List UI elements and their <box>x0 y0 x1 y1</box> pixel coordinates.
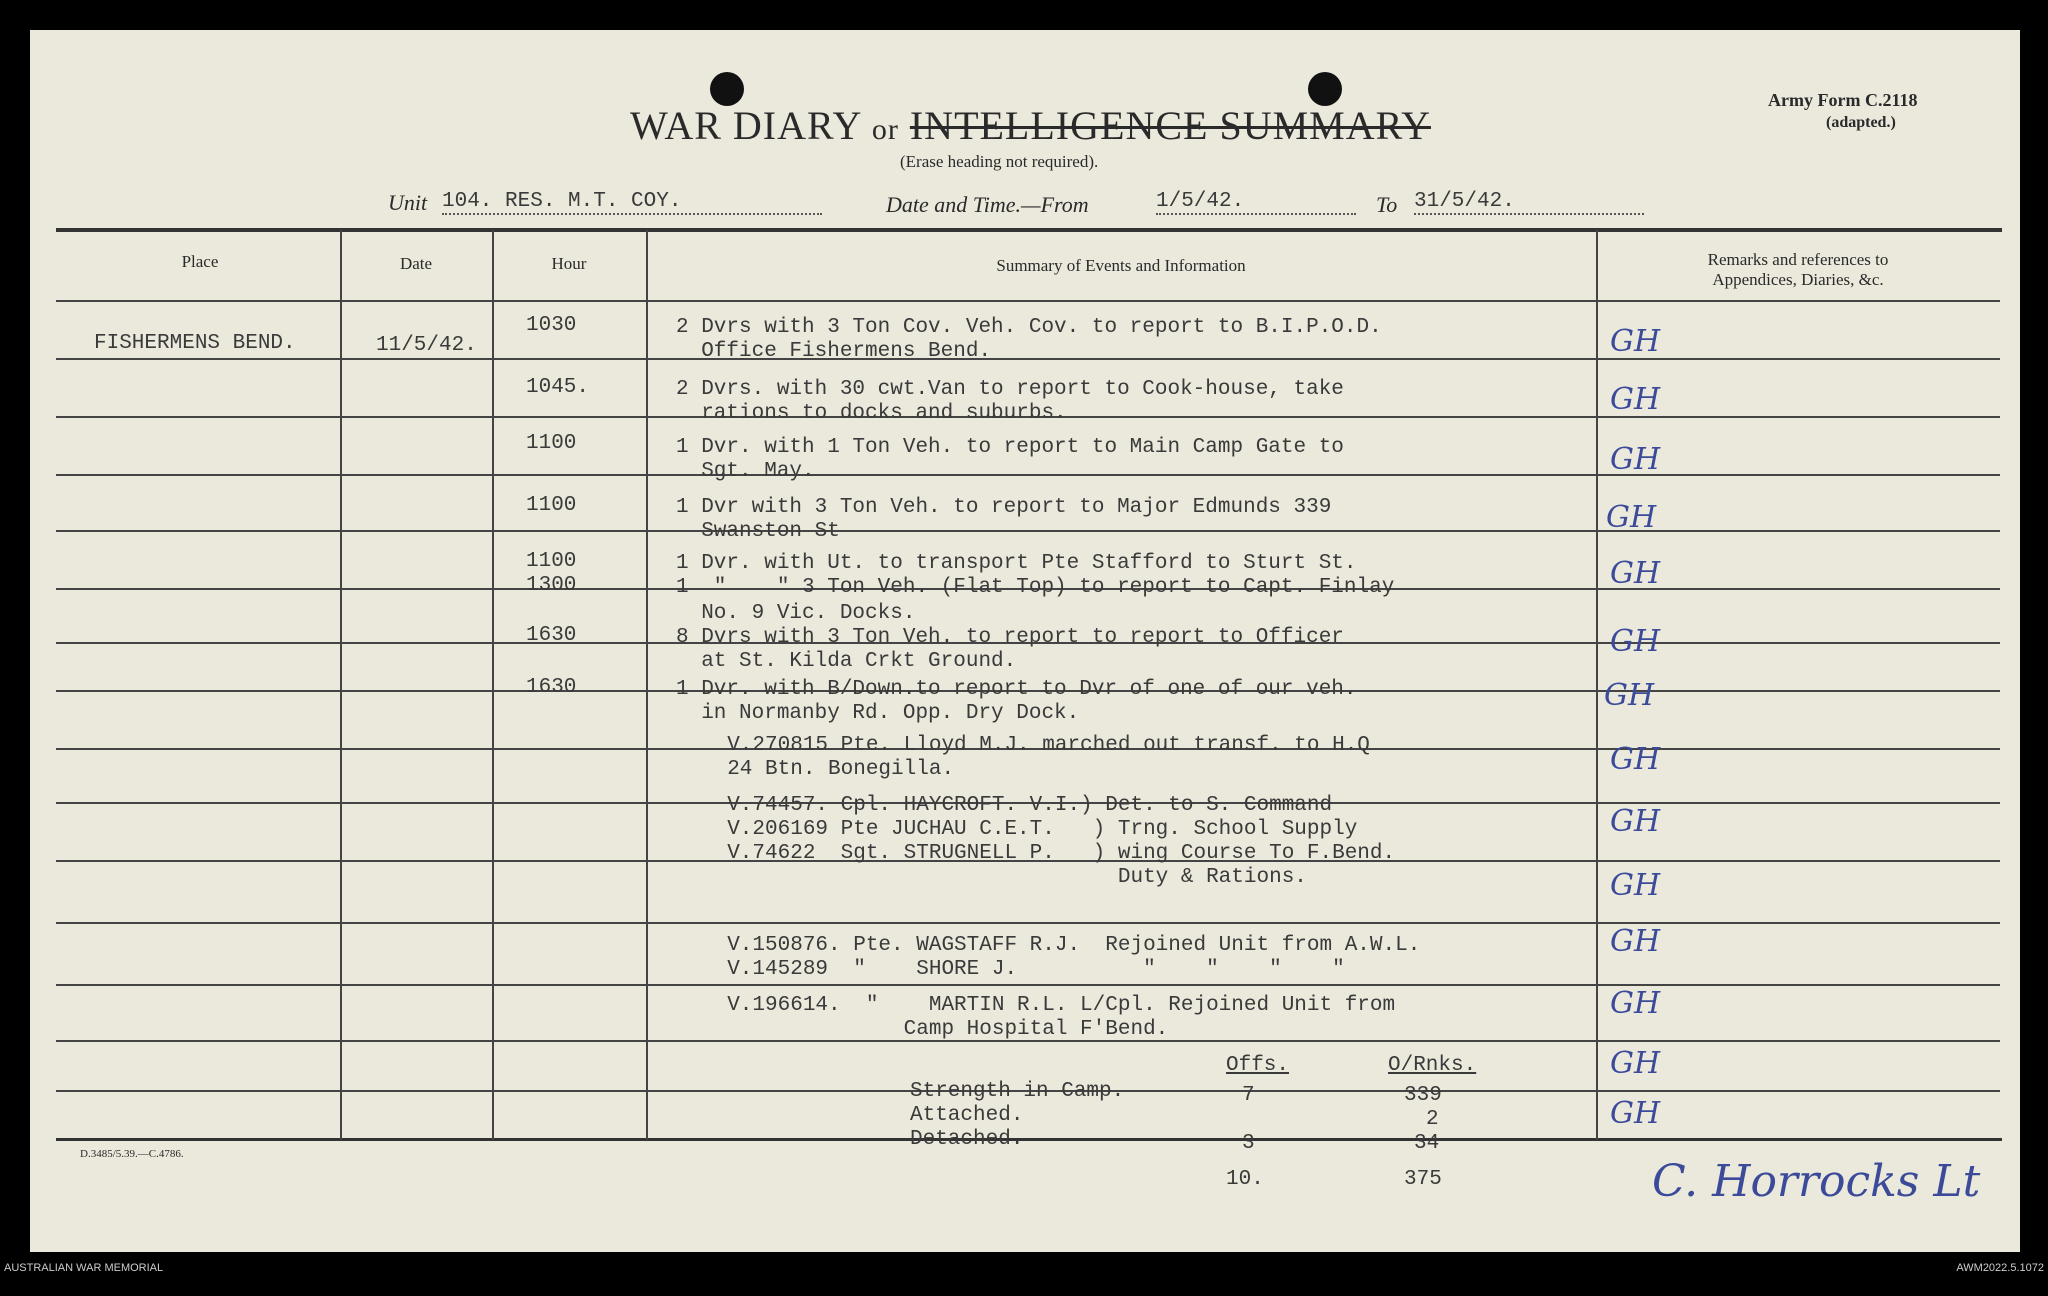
row-rule <box>56 358 2000 360</box>
summary-line: Camp Hospital F'Bend. <box>702 1018 1169 1041</box>
footer-catalogue-number: AWM2022.5.1072 <box>1956 1262 2044 1274</box>
col-header-remarks: Remarks and references to Appendices, Diaries, &c. <box>1707 250 1889 289</box>
summary-line: 24 Btn. Bonegilla. <box>702 758 955 781</box>
hour-entry: 1100 <box>526 550 577 573</box>
column-divider <box>1596 230 1598 1140</box>
column-divider <box>340 230 342 1140</box>
diary-page <box>30 30 2020 1252</box>
table-top-rule <box>56 228 2002 232</box>
strength-col-rnks: O/Rnks. <box>1388 1054 1477 1077</box>
summary-line: Swanston St <box>676 520 840 543</box>
summary-line: at St. Kilda Crkt Ground. <box>676 650 1017 673</box>
summary-line: V.196614. " MARTIN R.L. L/Cpl. Rejoined Unit from <box>702 994 1396 1017</box>
summary-line: in Normanby Rd. Opp. Dry Dock. <box>676 702 1080 725</box>
col-header-date: Date <box>399 254 433 273</box>
column-divider <box>646 230 648 1140</box>
strength-offs: 7 <box>1242 1084 1255 1107</box>
initials-mark: GH <box>1610 742 1661 777</box>
date-label: Date and Time.—From <box>886 192 1089 217</box>
initials-mark: GH <box>1610 442 1661 477</box>
column-divider <box>492 230 494 1140</box>
strength-offs: 3 <box>1242 1132 1255 1155</box>
row-rule <box>56 984 2000 986</box>
initials-mark: GH <box>1610 868 1661 903</box>
row-rule <box>56 922 2000 924</box>
hour-entry: 1300 <box>526 574 577 597</box>
strength-rnks: 34 <box>1414 1132 1440 1155</box>
strength-rnks: 2 <box>1426 1108 1439 1131</box>
table-bottom-rule <box>56 1138 2002 1141</box>
hour-entry: 1045. <box>526 376 590 399</box>
summary-line: V.270815 Pte. Lloyd M.J. marched out transf. to H.Q <box>702 734 1370 757</box>
strength-label: Detached. <box>910 1128 1024 1151</box>
hour-entry: 1100 <box>526 494 577 517</box>
initials-mark: GH <box>1610 556 1661 591</box>
initials-mark: GH <box>1610 1046 1661 1081</box>
entry-place: FISHERMENS BEND. <box>94 332 296 355</box>
summary-line: 1 Dvr. with B/Down.to report to Dvr of one of our veh. <box>676 678 1357 701</box>
strength-total-rnks: 375 <box>1404 1168 1442 1191</box>
strength-rnks: 339 <box>1404 1084 1442 1107</box>
form-title: WAR DIARY or INTELLIGENCE SUMMARY <box>630 103 1431 148</box>
summary-line: V.206169 Pte JUCHAU C.E.T. ) Trng. School Supply <box>702 818 1358 841</box>
col-header-place: Place <box>181 252 219 271</box>
initials-mark: GH <box>1604 678 1655 713</box>
initials-mark: GH <box>1610 382 1661 417</box>
summary-line: 1 Dvr. with Ut. to transport Pte Stafford to Sturt St. <box>676 552 1357 575</box>
summary-line: 8 Dvrs with 3 Ton Veh. to report to report to Officer <box>676 626 1344 649</box>
summary-line: 1 " " 3 Ton Veh. (Flat Top) to report to Capt. Finlay <box>676 576 1395 599</box>
summary-line: V.150876. Pte. WAGSTAFF R.J. Rejoined Unit from A.W.L. <box>702 934 1421 957</box>
summary-line: Sgt. May. <box>676 460 815 483</box>
entry-date: 11/5/42. <box>376 334 477 357</box>
summary-line: Duty & Rations. <box>702 866 1307 889</box>
summary-line: V.74622 Sgt. STRUGNELL P. ) wing Course To F.Bend. <box>702 842 1396 865</box>
punch-hole <box>710 72 744 106</box>
row-rule <box>56 474 2000 476</box>
row-rule <box>56 530 2000 532</box>
col-header-hour: Hour <box>551 254 587 273</box>
initials-mark: GH <box>1610 924 1661 959</box>
punch-hole <box>1308 72 1342 106</box>
date-to: 31/5/42. <box>1414 190 1644 215</box>
initials-mark: GH <box>1610 624 1661 659</box>
to-label: To <box>1376 192 1398 217</box>
unit-label: Unit <box>388 190 428 215</box>
summary-line: 2 Dvrs. with 30 cwt.Van to report to Cook-house, take <box>676 378 1344 401</box>
strength-total-offs: 10. <box>1226 1168 1264 1191</box>
footer-credit: AUSTRALIAN WAR MEMORIAL <box>4 1262 164 1274</box>
initials-mark: GH <box>1610 986 1661 1021</box>
signature: C. Horrocks Lt <box>1652 1156 1981 1207</box>
summary-line: V.74457. Cpl. HAYCROFT. V.I.) Det. to S. Command <box>702 794 1333 817</box>
initials-mark: GH <box>1610 324 1661 359</box>
date-from: 1/5/42. <box>1156 190 1356 215</box>
strength-label: Attached. <box>910 1104 1024 1127</box>
strength-label: Strength in Camp. <box>910 1080 1125 1103</box>
strength-col-offs: Offs. <box>1226 1054 1290 1077</box>
unit-value: 104. RES. M.T. COY. <box>442 190 822 215</box>
summary-line: 1 Dvr with 3 Ton Veh. to report to Major Edmunds 339 <box>676 496 1332 519</box>
army-form-adapted: (adapted.) <box>1826 114 1896 131</box>
initials-mark: GH <box>1610 1096 1661 1131</box>
hour-entry: 1100 <box>526 432 577 455</box>
hour-entry: 1630 <box>526 676 577 699</box>
header-rule <box>56 300 2000 302</box>
summary-line: No. 9 Vic. Docks. <box>676 602 916 625</box>
summary-line: rations to docks and suburbs. <box>676 402 1067 425</box>
summary-line: 1 Dvr. with 1 Ton Veh. to report to Main Camp Gate to <box>676 436 1344 459</box>
hour-entry: 1030 <box>526 314 577 337</box>
initials-mark: GH <box>1610 804 1661 839</box>
summary-line: V.145289 " SHORE J. " " " " <box>702 958 1345 981</box>
hour-entry: 1630 <box>526 624 577 647</box>
initials-mark: GH <box>1606 500 1657 535</box>
print-code: D.3485/5.39.—C.4786. <box>80 1148 184 1160</box>
form-subtitle: (Erase heading not required). <box>900 152 1099 171</box>
summary-line: 2 Dvrs with 3 Ton Cov. Veh. Cov. to report to B.I.P.O.D. <box>676 316 1382 339</box>
col-header-summary: Summary of Events and Information <box>996 256 1246 275</box>
army-form-number: Army Form C.2118 <box>1768 90 1918 110</box>
summary-line: Office Fishermens Bend. <box>676 340 992 363</box>
